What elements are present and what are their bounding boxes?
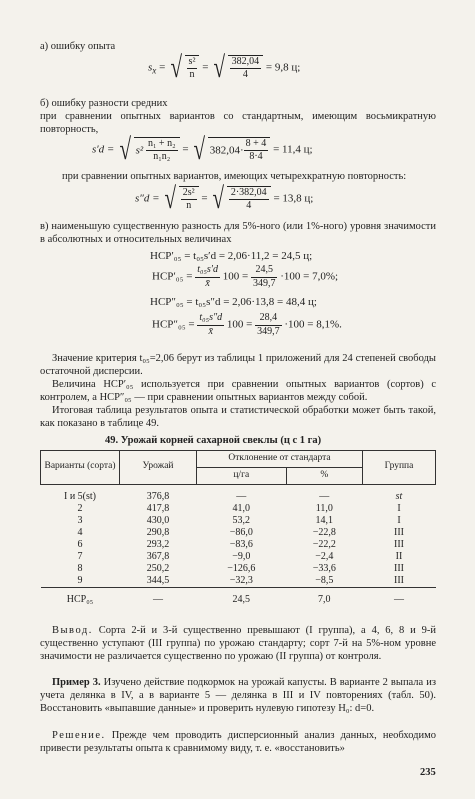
- table-row: I и 5(st) 376,8 — — st: [63, 490, 403, 502]
- table-row-hcp: НСР₀₅ — 24,5 7,0 —: [66, 593, 404, 605]
- table-row: 9 344,5 −32,3 −8,5 III: [41, 575, 436, 588]
- yield-table: [40, 450, 436, 606]
- item-b-text2: при сравнении опытных вариантов, имеющих четырехкратную повторность:: [62, 171, 407, 182]
- header-variants: Варианты (сорта): [41, 451, 120, 485]
- formula-hcp1: НСР′₀₅ = t₀₅s′d = 2,06·11,2 = 24,5 ц;: [150, 250, 313, 262]
- formula-diff1: s′d = √ s² $\frac{\text{n₁ + n₂}}{\text{n₁n₂}}$ = √ 382,04· $\frac{8 + 4}{8\cdot 4}$ = 11,4 ц;: [92, 133, 313, 166]
- paragraph-solution: Решение. Прежде чем проводить дисперсионный анализ данных, необходимо привести результаты опыта к сравнимому виду, т. е. «восстановить»: [40, 730, 436, 755]
- item-c-text: в) наименьшую существенную разность для 5%-ного (или 1%-ного) уровня значимости в абсолютных и относительных величинах: [40, 221, 436, 246]
- paragraph-example: Пример 3. Изучено действие подкормок на урожай капусты. В варианте 2 выпала из учета делянка в IV, а в варианте 5 — делянка в III и IV повторениях (табл. 50). Восстановить «выпавшие данные» и проверить нулевую гипотезу H₀: d=0.: [40, 677, 436, 715]
- paragraph-hcp-usage: Величина НСР′₀₅ используется при сравнении опытных вариантов (сортов) с контролем, а НСР″₀₅ — при сравнении опытных вариантов между собой.: [40, 379, 436, 404]
- formula-hcp4: НСР″₀₅ = $\frac{\text{t₀₅s″d}}{x̄}$ 100 = $\frac{28,4}{349,7}$ ·100 = 8,1%.: [152, 312, 342, 337]
- header-group: Группа: [363, 451, 436, 485]
- paragraph-conclusion: Вывод. Сорта 2-й и 3-й существенно превышают (I группа), а 4, 6, 8 и 9-й существенно уступают (III группа) по урожаю стандарту; сорт 7-й на 5%-ном уровне значимости не различается существенно по урожаю (II группа) от контроля.: [40, 625, 436, 663]
- table-row: 4 290,8 −86,0 −22,8 III: [77, 526, 404, 538]
- header-pct: %: [286, 467, 362, 484]
- item-a-label: а) ошибку опыта: [40, 41, 116, 52]
- table-row: 6 293,2 −83,6 −22,2 III: [77, 538, 404, 550]
- formula-hcp2: НСР′₀₅ = $\frac{\text{t₀₅s′d}}{x̄}$ 100 = $\frac{24,5}{349,7}$ ·100 = 7,0%;: [152, 264, 339, 289]
- header-yield: Урожай: [120, 451, 197, 485]
- table-row: 8 250,2 −126,6 −33,6 III: [77, 562, 404, 574]
- paragraph-criterion: Значение критерия t₀₅=2,06 берут из таблицы 1 приложений для 24 степеней свободы остаточной дисперсии.: [40, 353, 436, 378]
- page-number: 235: [420, 767, 436, 778]
- table-caption: 49. Урожай корней сахарной свеклы (ц с 1 га): [105, 435, 322, 446]
- table-row: 3 430,0 53,2 14,1 I: [77, 514, 401, 526]
- paragraph-summary-table: Итоговая таблица результатов опыта и статистической обработки может быть такой, как показано в таблице 49.: [40, 405, 436, 430]
- header-deviation: Отклонение от стандарта: [197, 451, 363, 468]
- header-cga: ц/га: [197, 467, 287, 484]
- table-row: 7 367,8 −9,0 −2,4 II: [77, 550, 403, 562]
- formula-error: $s_x$ = √ $\frac{\text{s²}}{n}$ = √ $\frac{382,04}{4}$ = 9,8 ц;: [148, 51, 301, 84]
- item-b-label: б) ошибку разности средних: [40, 98, 168, 109]
- formula-diff2: s″d = √ $\frac{\text{2s²}}{n}$ = √ $\frac{2\cdot 382,04}{4}$ = 13,8 ц;: [135, 182, 314, 215]
- formula-hcp3: НСР″₀₅ = t₀₅s″d = 2,06·13,8 = 48,4 ц;: [150, 296, 317, 308]
- table-row: 2 417,8 41,0 11,0 I: [77, 502, 401, 514]
- item-b-text1: при сравнении опытных вариантов со стандартным, имеющим восьмикратную повторность,: [40, 111, 436, 136]
